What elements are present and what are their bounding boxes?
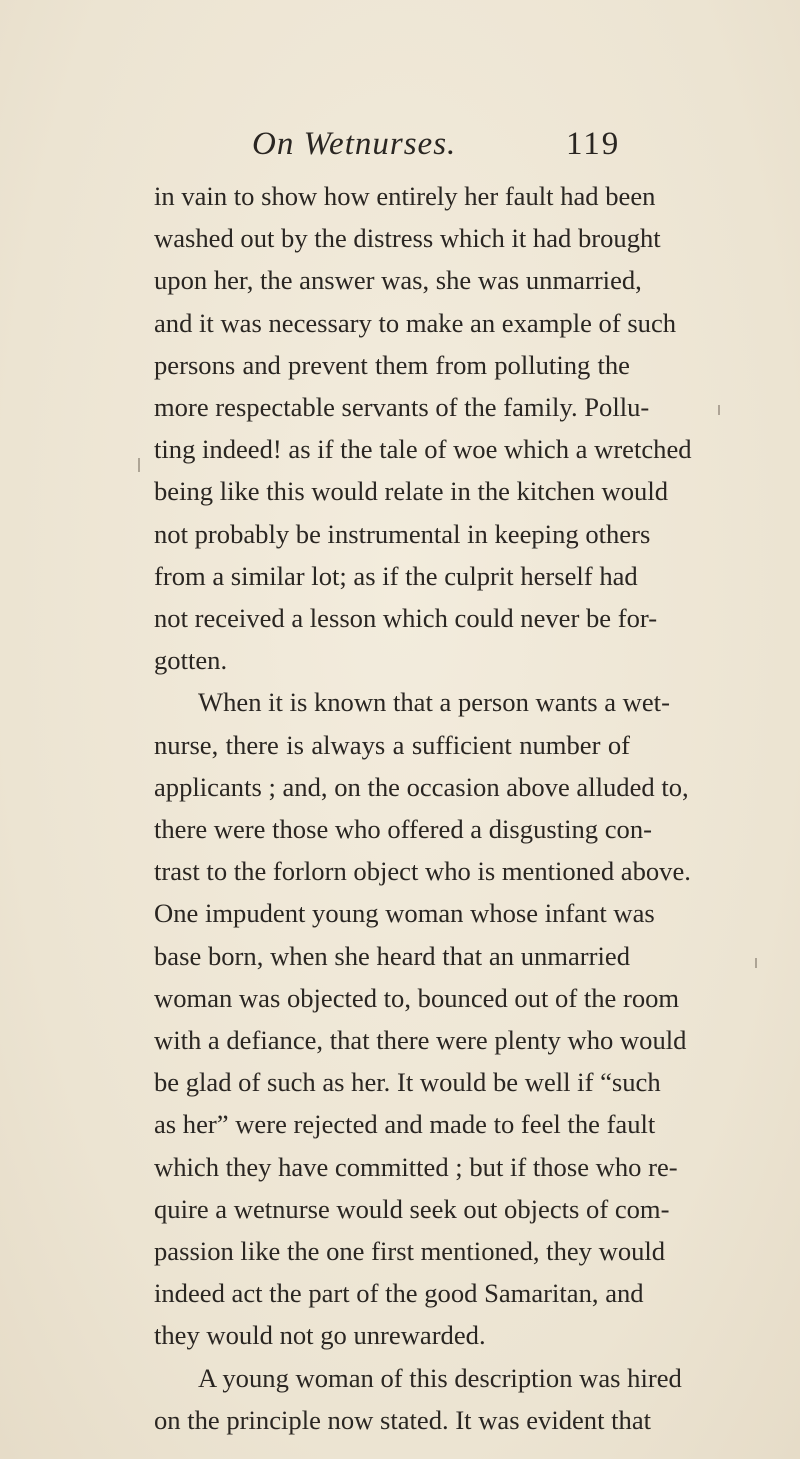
running-head [0,124,800,164]
text-line: being like this would relate in the kitchen would [154,476,669,507]
text-line: gotten. [154,645,228,676]
running-title: On Wetnurses. [252,126,457,162]
text-line: ting indeed! as if the tale of woe which a wretched [154,434,692,465]
text-line: not probably be instrumental in keeping others [154,518,651,549]
paragraph-first-line: A young woman of this description was hired [198,1362,682,1393]
text-line: with a defiance, that there were plenty who would [154,1025,687,1055]
text-line: woman was objected to, bounced out of the room [154,982,680,1013]
text-line: washed out by the distress which it had brought [154,223,661,254]
text-line: passion like the one first mentioned, they would [154,1236,666,1266]
text-line: nurse, there is always a sufficient number of [154,729,630,760]
text-line: trast to the forlorn object who is mentioned above. [154,856,691,887]
text-line: persons and prevent them from polluting the [154,349,630,380]
text-line: from a similar lot; as if the culprit herself had [154,560,638,591]
text-line: in vain to show how entirely her fault had been [154,181,656,211]
text-line: which they have committed ; but if those who re- [154,1151,678,1182]
text-line: and it was necessary to make an example of such [154,307,677,338]
text-line: upon her, the answer was, she was unmarried, [154,265,642,296]
text-line: they would not go unrewarded. [154,1320,486,1351]
text-line: on the principle now stated. It was evident that [154,1404,652,1435]
page-number: 119 [566,126,621,162]
text-line: One impudent young woman whose infant was [154,898,655,929]
text-line: indeed act the part of the good Samaritan, and [154,1278,644,1309]
text-line: not received a lesson which could never be for- [154,603,658,633]
text-line: be glad of such as her. It would be well if “such [154,1067,661,1098]
text-line: there were those who offered a disgusting con- [154,814,652,844]
text-line: quire a wetnurse would seek out objects of com- [154,1193,670,1224]
text-line: applicants ; and, on the occasion above alluded to, [154,771,689,802]
text-line: as her” were rejected and made to feel the fault [154,1109,656,1140]
margin-mark [718,405,720,415]
paragraph-first-line: When it is known that a person wants a wet- [198,687,670,718]
margin-mark [755,958,757,968]
text-line: base born, when she heard that an unmarried [154,940,630,971]
margin-mark [138,458,140,472]
text-line: more respectable servants of the family. Pollu- [154,392,650,422]
